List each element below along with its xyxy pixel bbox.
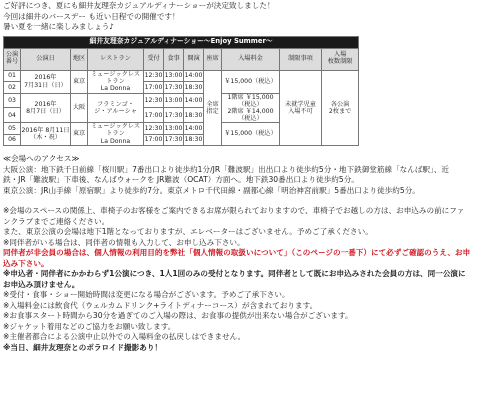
header-companions: 入場 枚数制限 — [322, 48, 359, 70]
cell-companions: 各公演 2枚まで — [322, 70, 359, 146]
cell-time: 17:00 — [144, 82, 164, 94]
header-restriction: 制限事項 — [280, 48, 322, 70]
cell-time: 14:00 — [184, 93, 204, 108]
cell-time: 14:00 — [184, 123, 204, 135]
note-line: ※会場のスペースの関係上、車椅子のお客様をご案内できるお席が限られておりますので、車椅子でお越しの方は、お申込みの前にファ — [3, 206, 465, 215]
cell-time: 17:30 — [164, 108, 184, 123]
intro-line: 今回は細井のバースデー も近い日程での開催です！ — [3, 11, 180, 21]
cell-time: 14:00 — [184, 70, 204, 82]
warning-line: 込み下さい。 — [3, 258, 49, 268]
header-restaurant: レストラン — [88, 48, 144, 70]
cell-time: 17:30 — [164, 82, 184, 94]
access-line: 鉄・JR「難波駅」下車後、なんばウォークを JR難波（OCAT）方面へ。地下鉄30番出口より徒歩約5分。 — [3, 175, 359, 184]
warning-line: 同伴者が非会員の場合は、個人情報の利用目的を弊社「個人情報の取扱いについて」（このページの一番下）にて必ずご確認のうえ、お申 — [3, 248, 471, 257]
rule-line: お申込み頂けません。 — [3, 279, 80, 289]
note-line: ※受付・食事・ショー開始時間は変更になる場合がございます。予めご了承下さい。 — [3, 290, 290, 299]
cell-restriction: 未就学児童 入場不可 — [280, 70, 322, 146]
cell-restaurant: ミュージックレストラン La Donna — [88, 70, 144, 93]
note-line: ※入場料金には飲食代（ウェルカムドリンク+ライトディナーコース）が含まれております。 — [3, 300, 318, 310]
header-reception: 受付 — [144, 48, 164, 70]
notes-section — [3, 207, 477, 354]
header-num: 公演 番号 — [4, 48, 21, 70]
note-line: ※同伴者がいる場合は、同伴者の情報も入力して、お申し込み下さい。 — [3, 237, 245, 247]
access-line: 大阪公演：地下鉄千日前線「桜川駅」7番出口より徒歩約1分/JR「難波駅」出出口より徒歩約5分・地下鉄御堂筋線「なんば駅」、近 — [3, 164, 450, 174]
note-line: ※お食事スタート時間から30分を過ぎてのご入場の際は、お食事の提供が出来ない場合がございます。 — [3, 311, 353, 320]
access-section — [3, 155, 477, 197]
polaroid-note: ※当日、細井友理奈とのポラロイド撮影あり！ — [3, 342, 163, 352]
cell-time: 13:00 — [164, 123, 184, 135]
cell-restaurant: フラミンゴ・ ジ・アルーシャ — [88, 93, 144, 123]
cell-num: 02 — [4, 82, 21, 94]
header-seat: 座席 — [204, 48, 222, 70]
note-line: ※ジャケット着用などのご協力をお願い致します。 — [3, 321, 176, 331]
intro-line: ご好評につき、夏にも細井友理奈カジュアルディナーショーが決定致しました！ — [3, 1, 275, 10]
cell-time: 13:00 — [164, 70, 184, 82]
cell-seat: 全席 指定 — [204, 70, 222, 146]
cell-time: 18:30 — [184, 82, 204, 94]
cell-num: 06 — [4, 134, 21, 146]
cell-time: 17:00 — [144, 134, 164, 146]
schedule-title: 細井友理奈カジュアルディナーショー〜Enjoy Summer〜 — [4, 36, 359, 48]
cell-price: ￥15,000（税込） — [222, 70, 280, 93]
cell-time: 12:30 — [144, 123, 164, 135]
schedule-table — [3, 36, 359, 147]
header-area: 地区 — [71, 48, 88, 70]
cell-price: 1階席 ￥15,000（税込） 2階席 ￥14,000（税込） — [222, 93, 280, 123]
cell-time: 18:30 — [184, 108, 204, 123]
rule-line: ※申込者・同伴者にかかわらず1公演につき、1人1回のみの受付となります。同伴者として既にお申込みされた会員の方は、同一公演に — [3, 269, 466, 278]
cell-area: 大阪 — [71, 93, 88, 123]
cell-time: 12:30 — [144, 70, 164, 82]
table-row — [4, 70, 359, 82]
header-price: 入場料金 — [222, 48, 280, 70]
header-start: 開演 — [184, 48, 204, 70]
cell-time: 13:00 — [164, 93, 184, 108]
cell-date: 2016年 8月11日（木・祝） — [21, 123, 71, 146]
header-meal: 食事 — [164, 48, 184, 70]
cell-price: ￥15,000（税込） — [222, 123, 280, 146]
access-line: 東京公演：JR山手線「原宿駅」より徒歩約7分。東京メトロ千代田線・副都心線「明治神宮前駅」5番出口より徒歩約5分。 — [3, 185, 420, 195]
cell-time: 17:00 — [144, 108, 164, 123]
cell-time: 17:30 — [164, 134, 184, 146]
cell-area: 東京 — [71, 70, 88, 93]
intro-line: 暑い夏を一緒に楽しみましょう♪ — [3, 22, 115, 31]
note-line: ンクラブまでご連絡ください。 — [3, 216, 110, 226]
intro-section — [3, 2, 477, 34]
note-line: ※主催者都合による公演中止以外での入場料金の払戻しはできません。 — [3, 332, 246, 341]
cell-date: 2016年 7月31日（日） — [21, 70, 71, 93]
cell-num: 01 — [4, 70, 21, 82]
page-content — [3, 2, 477, 354]
cell-area: 東京 — [71, 123, 88, 146]
cell-num: 05 — [4, 123, 21, 135]
cell-time: 12:30 — [144, 93, 164, 108]
header-date: 公演日 — [21, 48, 71, 70]
note-line: また、東京公演の会場は地下1階となっておりますが、エレベーターはございません。予めご了承ください。 — [3, 227, 373, 236]
cell-date: 2016年 8月7日（日） — [21, 93, 71, 123]
access-heading: ≪会場へのアクセス≫ — [3, 154, 80, 163]
cell-restaurant: ミュージックレストラン La Donna — [88, 123, 144, 146]
cell-num: 03 — [4, 93, 21, 108]
cell-num: 04 — [4, 108, 21, 123]
cell-time: 18:30 — [184, 134, 204, 146]
